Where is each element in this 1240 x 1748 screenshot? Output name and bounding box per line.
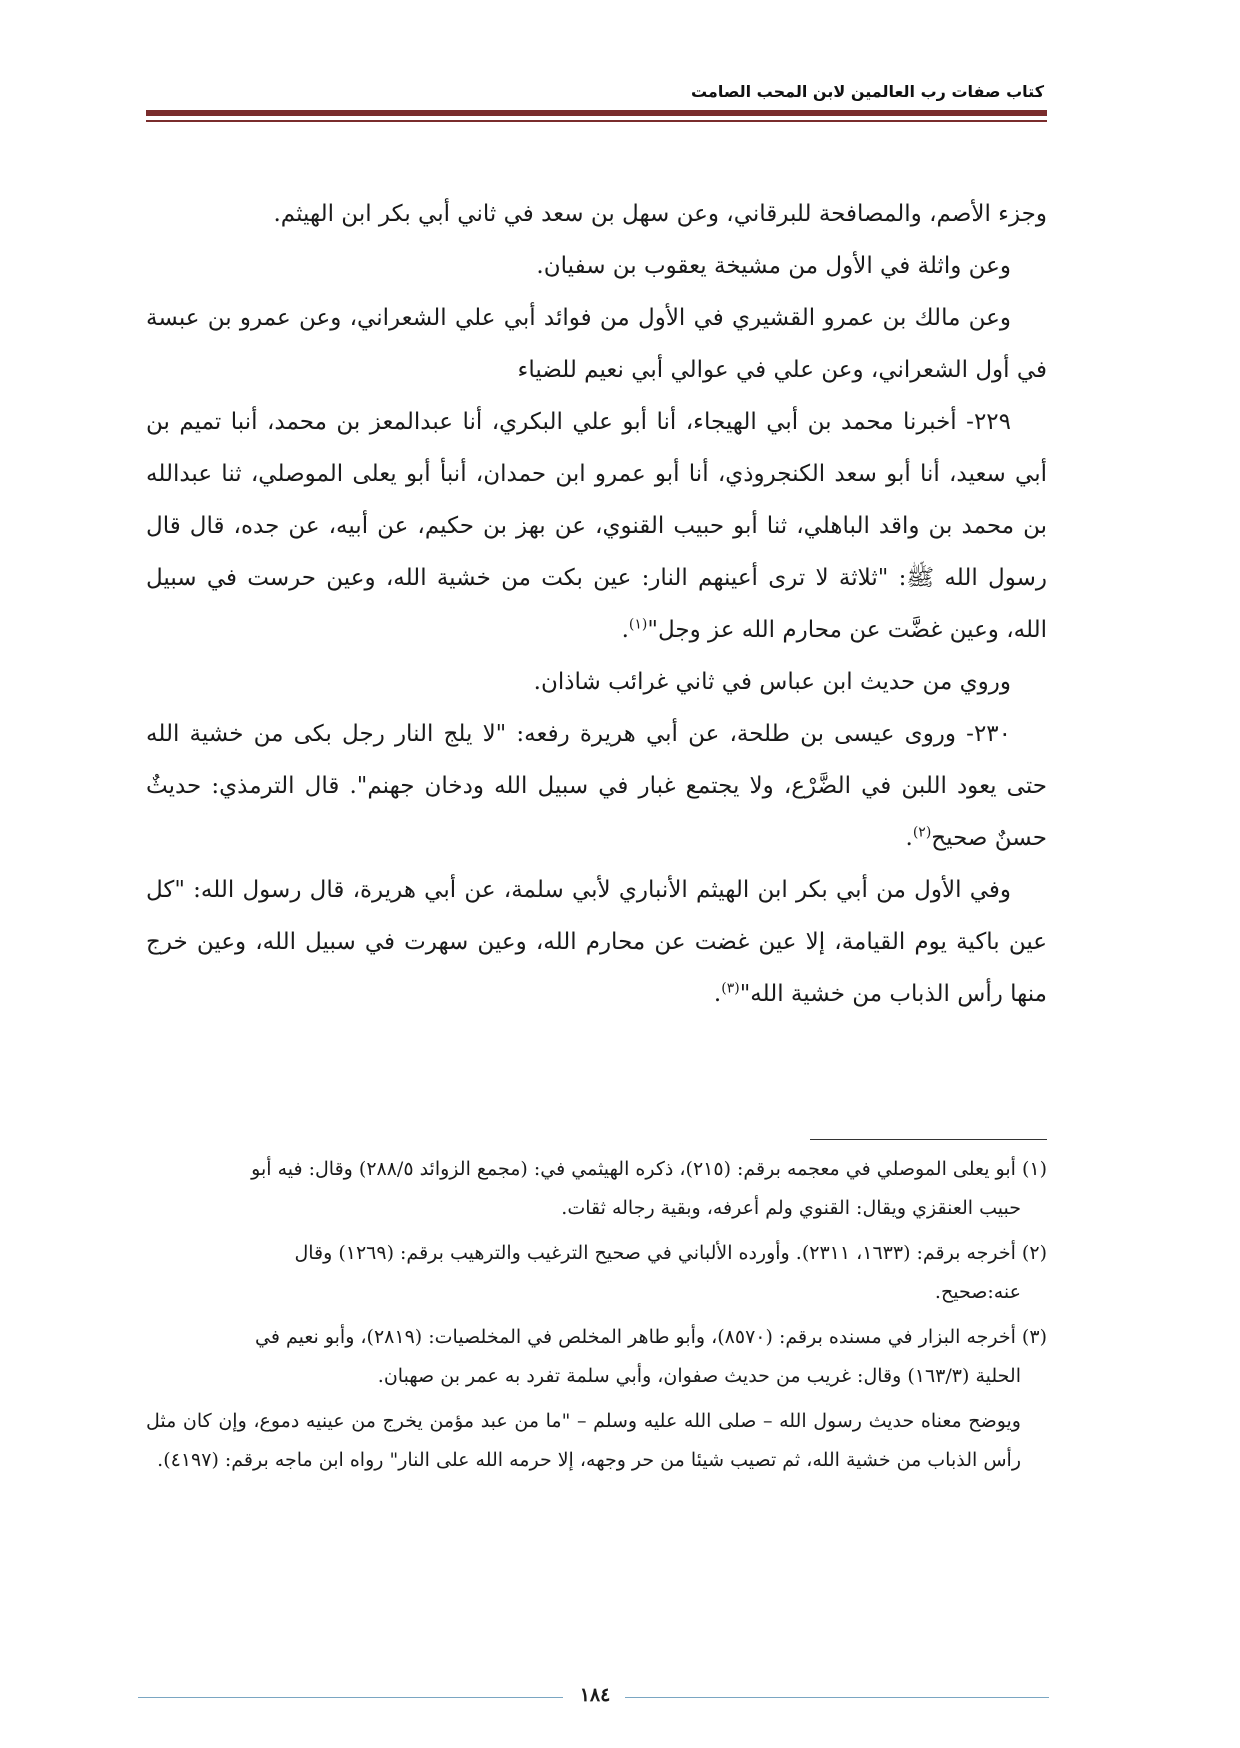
paragraph-5: وروي من حديث ابن عباس في ثاني غرائب شاذان.: [533, 669, 1011, 695]
footnote-3: [146, 1318, 1047, 1396]
footer-rule-right: [625, 1697, 1049, 1698]
paragraph-1: وجزء الأصم، والمصافحة للبرقاني، وعن سهل بن سعد في ثاني أبي بكر ابن الهيثم.: [273, 201, 1047, 227]
header-rule-thick: [146, 110, 1047, 116]
footer-rule-left: [138, 1697, 563, 1698]
footnote-2: [146, 1234, 1047, 1312]
footnote-1: [146, 1150, 1047, 1228]
hadith-230: [146, 708, 1047, 864]
paragraph-7: [146, 864, 1047, 1020]
main-text: [146, 188, 1047, 1020]
paragraph-2: وعن واثلة في الأول من مشيخة يعقوب بن سفيان.: [536, 253, 1011, 279]
footnote-3-line-2: الحلية (١٦٣/٣) وقال: غريب من حديث صفوان، وأبي سلمة تفرد به عمر بن صهبان.: [377, 1365, 1021, 1387]
hadith-229: [146, 396, 1047, 656]
period: .: [713, 981, 722, 1007]
footnote-2-line-1: (٢) أخرجه برقم: (١٦٣٣، ٢٣١١). وأورده الألباني في صحيح الترغيب والترهيب برقم: (١٢٦٩) وقال: [294, 1242, 1047, 1264]
footnote-3-line-1: (٣) أخرجه البزار في مسنده برقم: (٨٥٧٠)، وأبو طاهر المخلص في المخلصيات: (٢٨١٩)، وأبو نعيم في: [254, 1326, 1047, 1348]
footnote-ref-1[interactable]: (١): [628, 616, 648, 633]
hadith-229-text: ٢٢٩- أخبرنا محمد بن أبي الهيجاء، أنا أبو علي البكري، أنا عبدالمعز بن محمد، أنبا تميم بن أبي سعيد، أنا أبو سعد الكنجروذي، أنا أبو عمرو ابن حمدان، أنبأ أبو يعلى الموصلي، ثنا عبدالله بن محمد بن واقد الباهلي، ثنا أبو حبيب القنوي، عن بهز بن حكيم، عن أبيه، عن جده، قال قال رسول الله ﷺ: "ثلاثة لا ترى أعينهم النار: عين بكت من خشية الله، وعين حرست في سبيل الله، وعين غضَّت عن محارم الله عز وجل": [146, 409, 1047, 643]
paragraph-7-text: وفي الأول من أبي بكر ابن الهيثم الأنباري لأبي سلمة، عن أبي هريرة، قال رسول الله: "كل عين باكية يوم القيامة، إلا عين غضت عن محارم الله، وعين سهرت في سبيل الله، وعين خرج منها رأس الذباب من خشية الله": [146, 877, 1047, 1007]
paragraph-3: وعن مالك بن عمرو القشيري في الأول من فوائد أبي علي الشعراني، وعن عمرو بن عبسة في أول الشعراني، وعن علي في عوالي أبي نعيم للضياء: [146, 305, 1047, 383]
header-rule-thin: [146, 120, 1047, 122]
period: .: [905, 825, 913, 851]
page-number: ١٨٤: [579, 1684, 611, 1706]
footnote-1-line-1: (١) أبو يعلى الموصلي في معجمه برقم: (٢١٥)، ذكره الهيثمي في: (مجمع الزوائد ٢٨٨/٥) وقال: فيه أبو: [251, 1158, 1047, 1180]
running-header-title: كتاب صفات رب العالمين لابن المحب الصامت: [690, 82, 1044, 101]
footnote-separator: [810, 1139, 1047, 1140]
footnote-2-line-2: عنه:صحيح.: [934, 1281, 1021, 1303]
footnote-ref-3[interactable]: (٣): [721, 980, 740, 997]
hadith-230-text: ٢٣٠- وروى عيسى بن طلحة، عن أبي هريرة رفعه: "لا يلج النار رجل بكى من خشية الله حتى يعود اللبن في الضَّرْع، ولا يجتمع غبار في سبيل الله ودخان جهنم". قال الترمذي: حديثٌ حسنٌ صحيح: [146, 721, 1047, 851]
footnotes: [146, 1150, 1047, 1486]
footnote-1-line-2: حبيب العنقزي ويقال: القنوي ولم أعرفه، وبقية رجاله ثقات.: [561, 1197, 1021, 1219]
footnote-3-commentary: ويوضح معناه حديث رسول الله – صلى الله عليه وسلم – "ما من عبد مؤمن يخرج من عينيه دموع، وإن كان مثل رأس الذباب من خشية الله، ثم تصيب شيئا من حر وجهه، إلا حرمه الله على النار" رواه ابن ماجه برقم: (٤١٩٧).: [146, 1410, 1021, 1471]
footnote-ref-2[interactable]: (٢): [912, 824, 932, 841]
period: .: [621, 617, 629, 643]
